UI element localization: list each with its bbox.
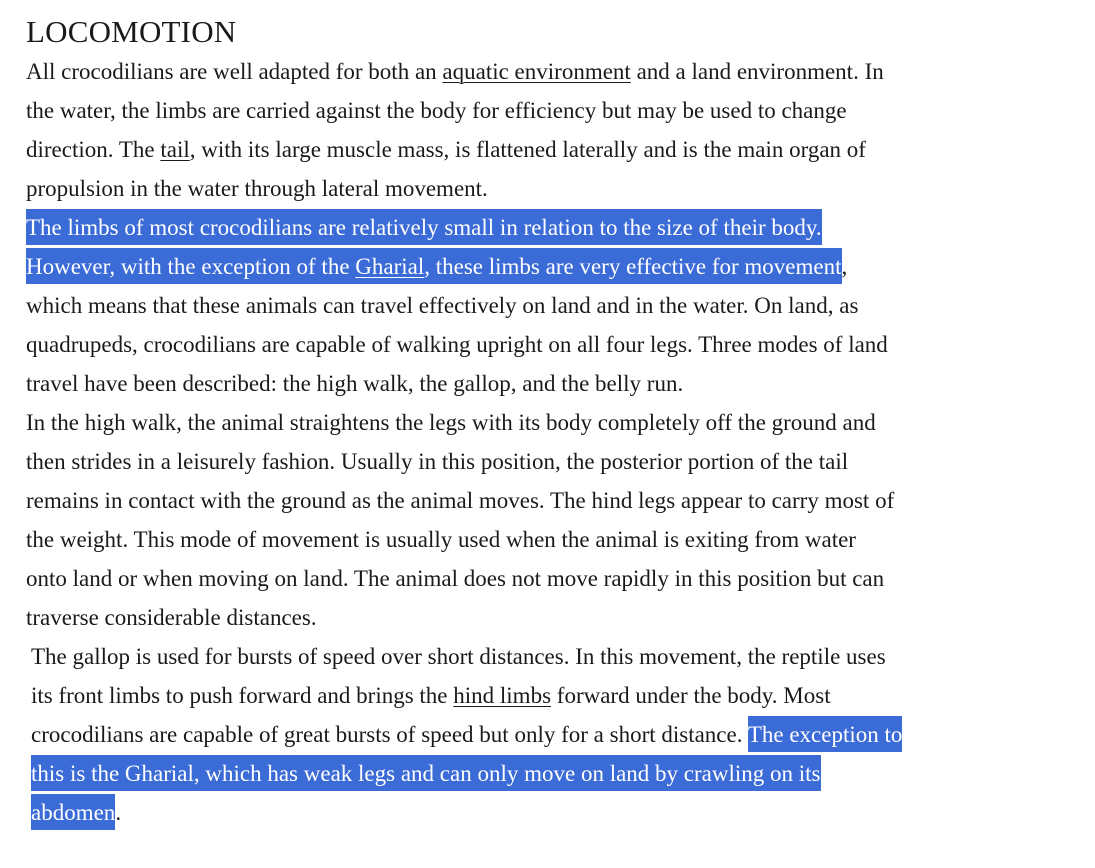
text-line: its front limbs to push forward and brings the hind limbs forward under the body. Most	[31, 683, 831, 708]
link-tail[interactable]: tail	[160, 137, 190, 162]
text-line: then strides in a leisurely fashion. Usually in this position, the posterior portion of the tail	[26, 449, 849, 474]
article-body	[26, 52, 1086, 832]
paragraph-aquatic-adaptation	[26, 52, 1086, 208]
text-line: abdomen.	[31, 793, 1086, 832]
text-line: crocodilians are capable of great bursts of speed but only for a short distance. The exception to	[31, 715, 1086, 754]
paragraph-limbs	[26, 208, 1086, 403]
text-line: travel have been described: the high walk, the gallop, and the belly run.	[26, 371, 684, 396]
text-line: However, with the exception of the Gharial, these limbs are very effective for movement,	[26, 247, 1086, 286]
text-line: direction. The tail, with its large muscle mass, is flattened laterally and is the main organ of	[26, 137, 866, 162]
selected-text[interactable]: this is the Gharial, which has weak legs and can only move on land by crawling on its	[31, 755, 821, 791]
selected-text[interactable]: abdomen	[31, 794, 115, 830]
selected-text[interactable]: The exception to	[748, 716, 903, 752]
text-line: The gallop is used for bursts of speed over short distances. In this movement, the reptile uses	[31, 644, 886, 669]
text-line: In the high walk, the animal straightens the legs with its body completely off the ground and	[26, 410, 876, 435]
selected-text[interactable]: The limbs of most crocodilians are relatively small in relation to the size of their body.	[26, 209, 822, 245]
link-gharial[interactable]: Gharial	[355, 254, 425, 279]
link-aquatic-environment[interactable]: aquatic environment	[442, 59, 631, 84]
link-hind-limbs[interactable]: hind limbs	[453, 683, 552, 708]
text-line: propulsion in the water through lateral movement.	[26, 176, 488, 201]
text-line: traverse considerable distances.	[26, 605, 317, 630]
text-line: which means that these animals can travel effectively on land and in the water. On land, as	[26, 293, 859, 318]
paragraph-high-walk	[26, 403, 1086, 637]
text-line: All crocodilians are well adapted for both an aquatic environment and a land environment. In	[26, 59, 884, 84]
paragraph-gallop	[26, 637, 1086, 832]
section-heading: LOCOMOTION	[26, 14, 237, 49]
text-line: quadrupeds, crocodilians are capable of walking upright on all four legs. Three modes of land	[26, 332, 888, 357]
text-line: the weight. This mode of movement is usually used when the animal is exiting from water	[26, 527, 856, 552]
text-line: the water, the limbs are carried against the body for efficiency but may be used to change	[26, 98, 847, 123]
article	[26, 12, 1086, 832]
text-line	[26, 208, 1086, 247]
text-line: remains in contact with the ground as the animal moves. The hind legs appear to carry most of	[26, 488, 895, 513]
text-line: onto land or when moving on land. The animal does not move rapidly in this position but can	[26, 566, 885, 591]
selected-text[interactable]: However, with the exception of the Gharial, these limbs are very effective for movement	[26, 248, 842, 284]
text-line	[31, 754, 1086, 793]
